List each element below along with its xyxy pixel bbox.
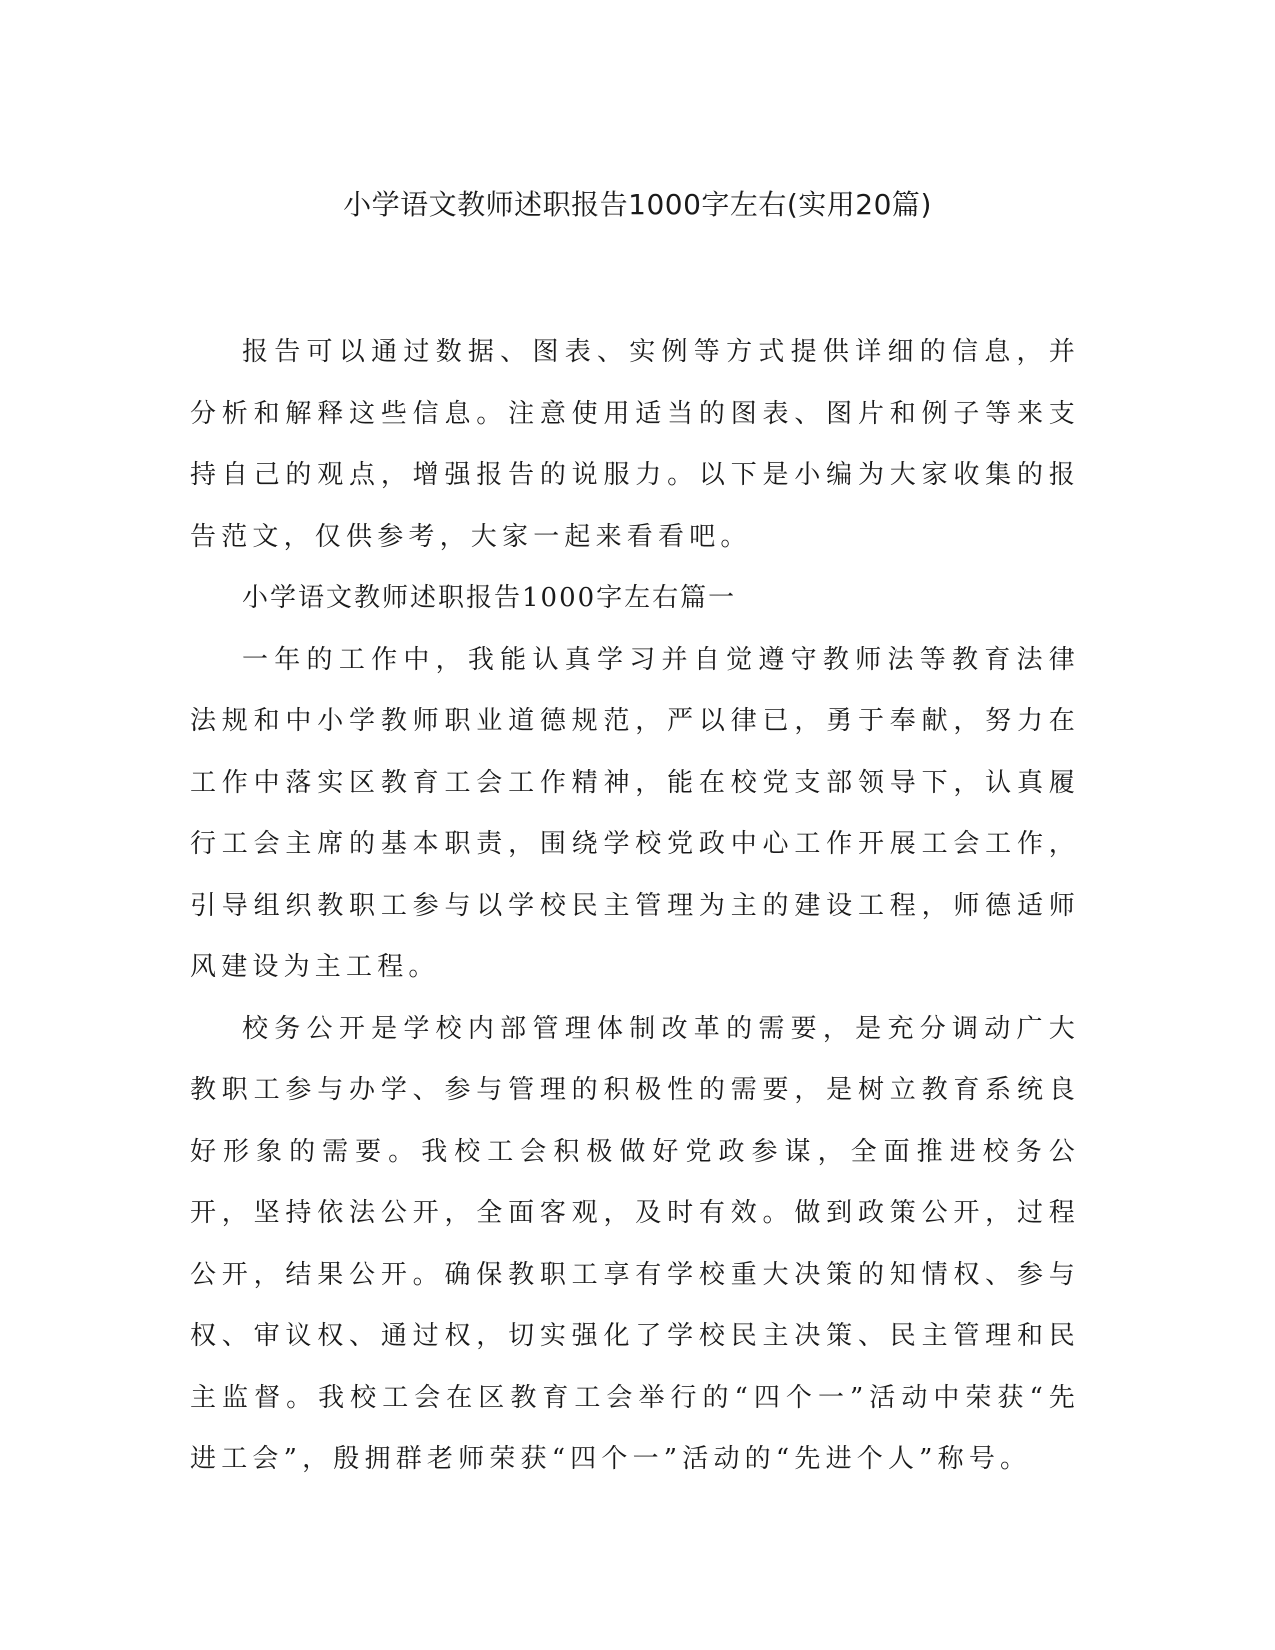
intro-paragraph: 报告可以通过数据、图表、实例等方式提供详细的信息，并分析和解释这些信息。注意使用适当的图表、图片和例子等来支持自己的观点，增强报告的说服力。以下是小编为大家收集的报告范文，仅供参考，大家一起来看看吧。: [190, 337, 1080, 552]
body-paragraph: 校务公开是学校内部管理体制改革的需要，是充分调动广大教职工参与办学、参与管理的积极性的需要，是树立教育系统良好形象的需要。我校工会积极做好党政参谋，全面推进校务公开，坚持依法公开，全面客观，及时有效。做到政策公开，过程公开，结果公开。确保教职工享有学校重大决策的知情权、参与权、审议权、通过权，切实强化了学校民主决策、民主管理和民主监督。我校工会在区教育工会举行的“四个一”活动中荣获“先进工会”，殷拥群老师荣获“四个一”活动的“先进个人”称号。: [190, 1013, 1080, 1474]
document-title: 小学语文教师述职报告1000字左右(实用20篇): [343, 188, 932, 221]
document-body: [190, 322, 1080, 1491]
body-paragraph: 一年的工作中，我能认真学习并自觉遵守教师法等教育法律法规和中小学教师职业道德规范，严以律已，勇于奉献，努力在工作中落实区教育工会工作精神，能在校党支部领导下，认真履行工会主席的基本职责，围绕学校党政中心工作开展工会工作，引导组织教职工参与以学校民主管理为主的建设工程，师德适师风建设为主工程。: [190, 644, 1080, 982]
section-heading: 小学语文教师述职报告1000字左右篇一: [242, 583, 737, 613]
